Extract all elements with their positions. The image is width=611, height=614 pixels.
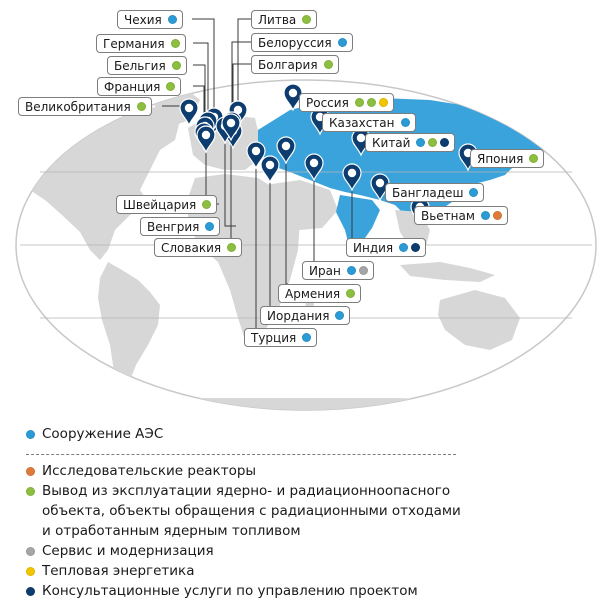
label-hungary[interactable] xyxy=(140,217,220,236)
category-dot-decommission xyxy=(428,138,437,147)
country-name: Армения xyxy=(285,286,341,301)
label-kazakhstan[interactable] xyxy=(322,113,416,132)
category-dot-decommission xyxy=(355,98,364,107)
label-lithuania[interactable] xyxy=(251,10,317,29)
category-dot-decommission xyxy=(166,82,175,91)
category-dot-decommission xyxy=(227,243,236,252)
country-name: Россия xyxy=(306,95,349,110)
country-name: Великобритания xyxy=(25,99,131,114)
label-russia[interactable] xyxy=(299,93,394,112)
category-dot-construction xyxy=(347,266,356,275)
country-name: Япония xyxy=(477,151,524,166)
label-india[interactable] xyxy=(346,238,426,257)
category-dot-decommission xyxy=(367,98,376,107)
category-dot-consulting xyxy=(411,243,420,252)
label-switzerland[interactable] xyxy=(116,195,217,214)
label-jordan[interactable] xyxy=(260,306,350,325)
label-germany[interactable] xyxy=(96,34,186,53)
category-dot-service xyxy=(359,266,368,275)
category-dot-construction xyxy=(469,188,478,197)
country-name: Белоруссия xyxy=(258,35,332,50)
legend-label: Сооружение АЭС xyxy=(42,426,164,442)
country-name: Вьетнам xyxy=(421,208,475,223)
land-new-zealand xyxy=(545,342,556,366)
legend-item-research xyxy=(26,461,466,481)
legend-dot-decommission xyxy=(26,487,35,496)
category-dot-construction xyxy=(302,333,311,342)
category-dot-construction xyxy=(338,38,347,47)
label-uk[interactable] xyxy=(18,97,152,116)
category-dot-decommission xyxy=(171,39,180,48)
label-bangladesh[interactable] xyxy=(385,183,484,202)
category-dot-consulting xyxy=(440,138,449,147)
category-dot-decommission xyxy=(202,200,211,209)
label-czech[interactable] xyxy=(117,10,183,29)
category-dot-construction xyxy=(416,138,425,147)
country-name: Болгария xyxy=(258,57,318,72)
country-name: Иран xyxy=(309,263,341,278)
category-dot-decommission xyxy=(137,102,146,111)
label-bulgaria[interactable] xyxy=(251,55,339,74)
country-name: Китай xyxy=(372,135,411,150)
country-name: Турция xyxy=(251,330,297,345)
legend-item-decommission xyxy=(26,481,466,541)
legend-item-construction xyxy=(26,424,466,444)
land-antarctica xyxy=(60,398,560,420)
country-name: Франция xyxy=(104,79,161,94)
category-dot-decommission xyxy=(346,289,355,298)
category-dot-construction xyxy=(168,15,177,24)
legend-dot-research xyxy=(26,467,35,476)
label-slovakia[interactable] xyxy=(154,238,242,257)
country-name: Швейцария xyxy=(123,197,197,212)
country-name: Венгрия xyxy=(147,219,200,234)
category-dot-construction xyxy=(205,222,214,231)
country-name: Бангладеш xyxy=(392,185,464,200)
label-turkey[interactable] xyxy=(244,328,317,347)
label-vietnam[interactable] xyxy=(414,206,508,225)
legend-dot-consulting xyxy=(26,587,35,596)
label-belgium[interactable] xyxy=(107,56,187,75)
label-armenia[interactable] xyxy=(278,284,361,303)
label-belarus[interactable] xyxy=(251,33,353,52)
country-name: Словакия xyxy=(161,240,222,255)
label-iran[interactable] xyxy=(302,261,374,280)
label-china[interactable] xyxy=(365,133,455,152)
category-dot-construction xyxy=(399,243,408,252)
legend-item-consulting xyxy=(26,581,466,601)
legend-dot-thermal xyxy=(26,567,35,576)
category-dot-construction xyxy=(335,311,344,320)
label-japan[interactable] xyxy=(470,149,544,168)
legend-label: Сервис и модернизация xyxy=(42,543,214,559)
legend-label: Тепловая энергетика xyxy=(42,563,195,579)
legend-label: Вывод из эксплуатации ядерно- и радиационноопасного объекта, объекты обращения с радиационными отходами и отработанным ядерным топливом xyxy=(42,483,461,539)
legend-label: Консультационные услуги по управлению проектом xyxy=(42,583,418,599)
country-name: Литва xyxy=(258,12,297,27)
category-dot-construction xyxy=(481,211,490,220)
legend xyxy=(26,424,466,601)
legend-item-thermal xyxy=(26,561,466,581)
country-name: Германия xyxy=(103,36,165,51)
legend-dot-construction xyxy=(26,430,35,439)
label-france[interactable] xyxy=(97,77,181,96)
category-dot-decommission xyxy=(302,15,311,24)
category-dot-decommission xyxy=(172,61,181,70)
category-dot-decommission xyxy=(529,154,538,163)
country-name: Казахстан xyxy=(329,115,395,130)
legend-item-service xyxy=(26,541,466,561)
country-name: Иордания xyxy=(267,308,330,323)
legend-dot-service xyxy=(26,547,35,556)
country-name: Индия xyxy=(353,240,394,255)
legend-label: Исследовательские реакторы xyxy=(42,463,257,479)
country-name: Чехия xyxy=(124,12,162,27)
legend-divider xyxy=(26,454,456,455)
category-dot-research xyxy=(493,211,502,220)
country-name: Бельгия xyxy=(114,58,166,73)
category-dot-thermal xyxy=(379,98,388,107)
category-dot-decommission xyxy=(324,60,333,69)
category-dot-construction xyxy=(401,118,410,127)
